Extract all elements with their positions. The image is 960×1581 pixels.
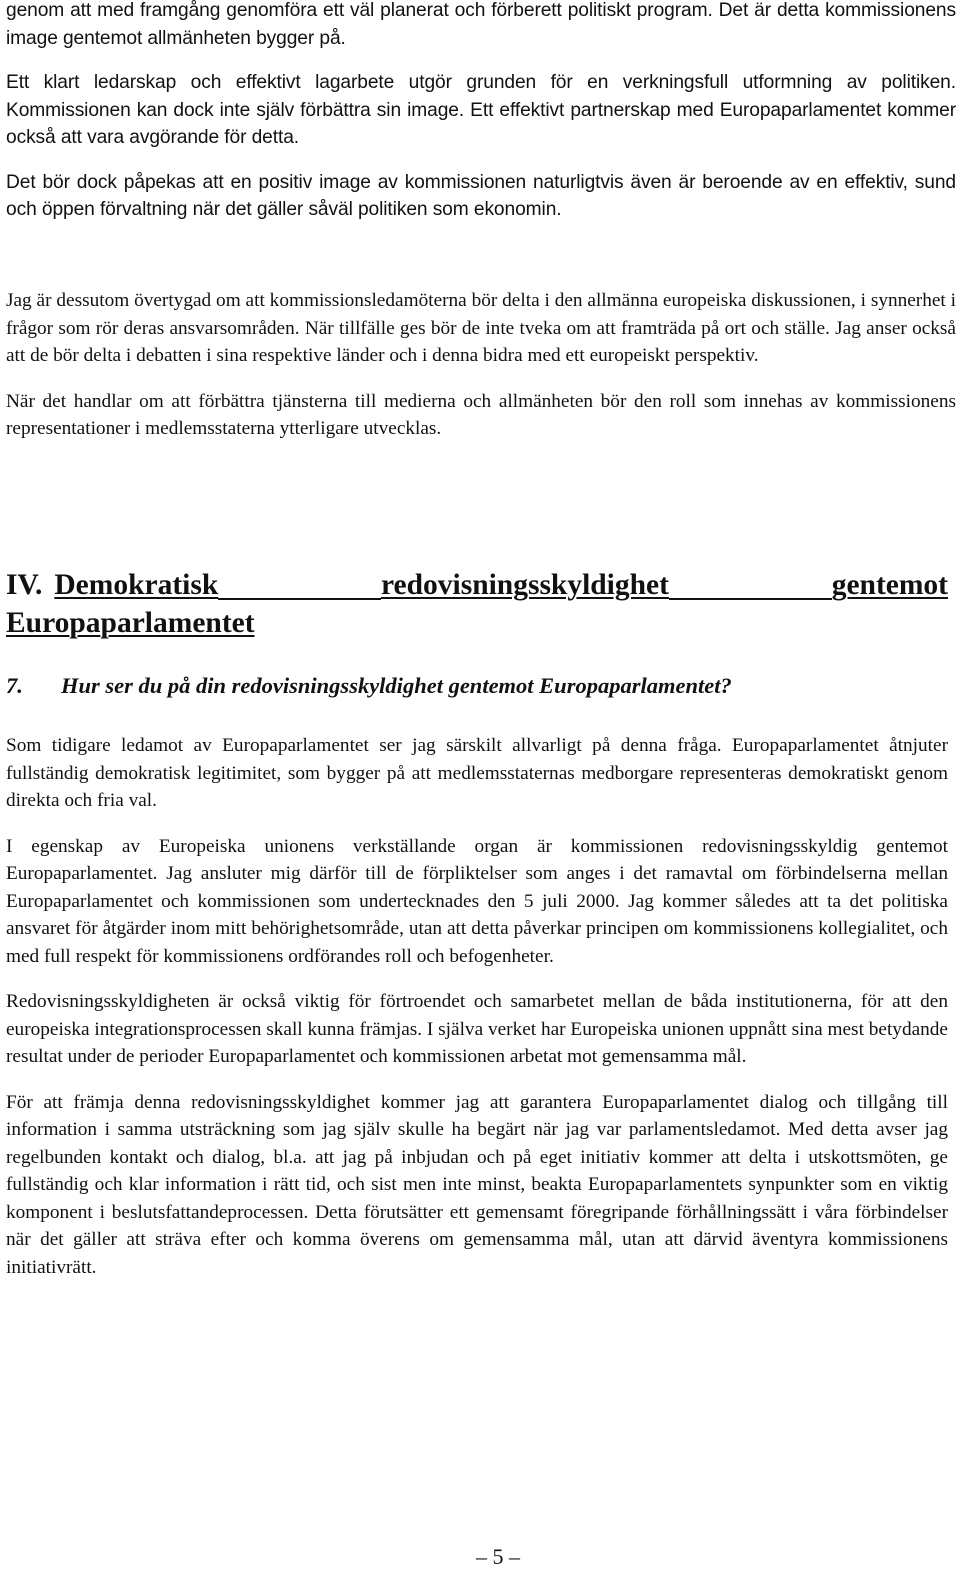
page-number: – 5 – (476, 1544, 520, 1569)
paragraph: Redovisningsskyldigheten är också viktig för förtroendet och samarbetet mellan de båda institutionerna, för att den europeiska integrationsprocessen skall kunna främjas. I själva verket har Europeiska unionen uppnått sina mest betydande resultat under de perioder Europaparlamentet och kommissionen arbetat mot gemensamma mål. (6, 991, 948, 1067)
underline-filler (669, 598, 832, 600)
section-title-word: redovisningsskyldighet (380, 569, 669, 601)
question-text: Hur ser du på din redovisningsskyldighet gentemot Europaparlamentet? (61, 673, 732, 698)
section-title-word: gentemot (831, 569, 949, 601)
paragraph: Det bör dock påpekas att en positiv image av kommissionen naturligtvis även är beroende av en effektiv, sund och öppen förvaltning när det gäller såväl politiken som ekonomin. (6, 171, 956, 220)
paragraph: Jag är dessutom övertygad om att kommissionsledamöterna bör delta i den allmänna europeiska diskussionen, i synnerhet i frågor som rör deras ansvarsområden. När tillfälle ges bör de inte tveka om att framträda på ort och ställe. Jag anser också att de bör delta i debatten i sina respektive länder och i denna bidra med ett europeiskt perspektiv. (6, 290, 956, 366)
question (6, 672, 956, 700)
underline-filler (218, 598, 381, 600)
paragraph: När det handlar om att förbättra tjänsterna till medierna och allmänheten bör den roll som innehas av kommissionens representationer i medlemsstaterna ytterligare utvecklas. (6, 390, 956, 439)
question-number: 7. (6, 673, 23, 698)
paragraph: Ett klart ledarskap och effektivt lagarbete utgör grunden för en verkningsfull utformning av politiken. Kommissionen kan dock inte själv förbättra sin image. Ett effektivt partnerskap med Europaparlamentet kommer också att vara avgörande för detta. (6, 72, 956, 148)
section-heading (6, 566, 948, 642)
section-title-line2: Europaparlamentet (6, 607, 255, 639)
section-number: IV. (6, 569, 43, 601)
paragraph: genom att med framgång genomföra ett väl planerat och förberett politiskt program. Det är detta kommissionens image gentemot allmänheten bygger på. (6, 0, 956, 49)
paragraph: I egenskap av Europeiska unionens verkställande organ är kommissionen redovisningsskyldig gentemot Europaparlamentet. Jag ansluter mig därför till de förpliktelser som anges i det ramavtal om förbindelserna mellan Europaparlamentet och kommissionen som undertecknades den 5 juli 2000. Jag kommer således att ta det politiska ansvaret för åtgärder inom mitt behörighetsområde, utan att detta påverkar principen om kommissionens kollegialitet, och med full respekt för kommissionens ordförandes roll och befogenheter. (6, 835, 948, 967)
paragraph: För att främja denna redovisningsskyldighet kommer jag att garantera Europaparlamentet dialog och tillgång till information i samma utsträckning som jag själv skulle ha begärt när jag var parlamentsledamot. Med detta avser jag regelbunden kontakt och dialog, bl.a. att jag på inbjudan och på eget initiativ kommer att delta i utskottsmöten, ge fullständig och klar information i rätt tid, och sist men inte minst, beakta Europaparlamentets synpunkter som en viktig komponent i beslutsfattandeprocessen. Detta förutsätter ett gemensamt föregripande förhållningssätt i våra förbindelser när det gäller att sträva efter och komma överens om gemensamma mål, utan att därvid äventyra kommissionens initiativrätt. (6, 1091, 948, 1278)
section-title-word: Demokratisk (54, 569, 219, 601)
paragraph: Som tidigare ledamot av Europaparlamentet ser jag särskilt allvarligt på denna fråga. Europaparlamentet åtnjuter fullständig demokratisk legitimitet, som bygger på att medlemsstaternas medborgare representeras demokratiskt genom direkta och fria val. (6, 735, 948, 811)
